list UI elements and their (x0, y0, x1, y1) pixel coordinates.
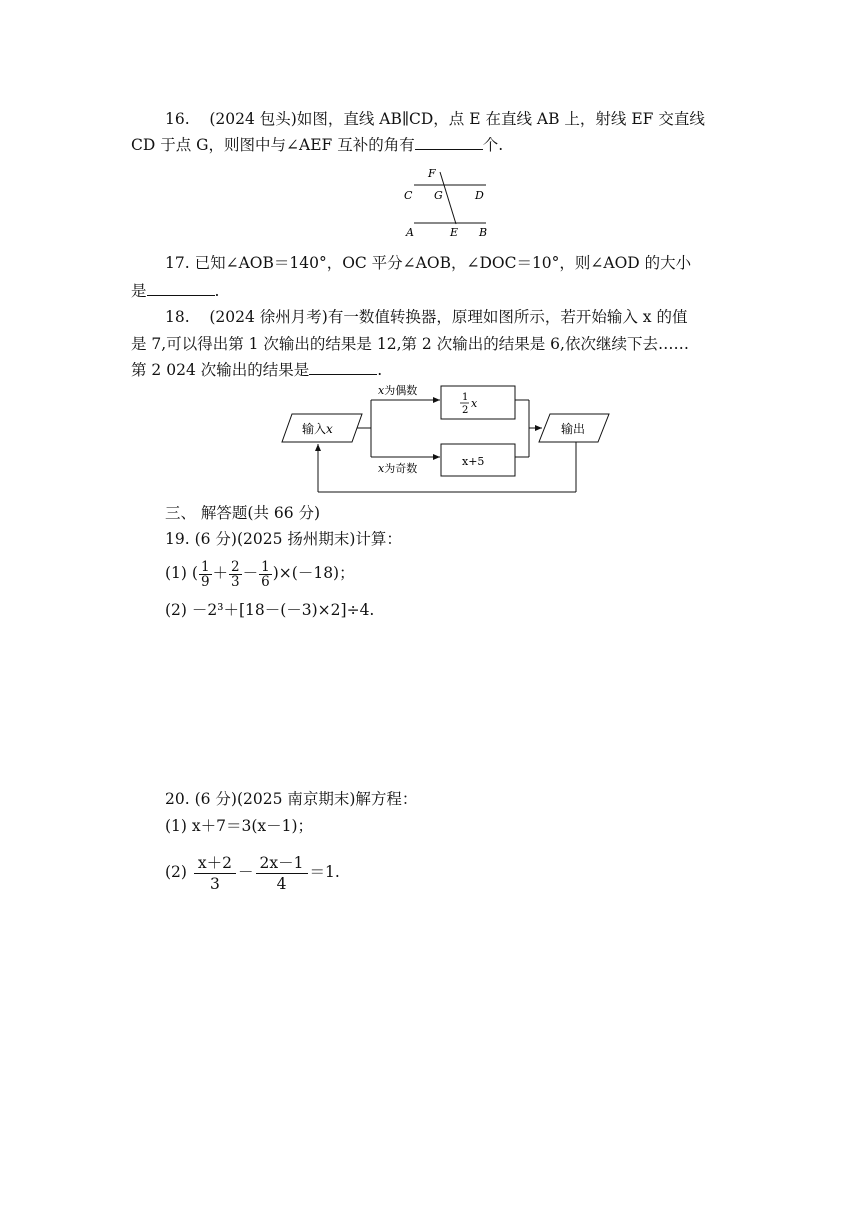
q16-answer-blank[interactable] (415, 135, 483, 150)
q19-part2: (2) －2³＋[18－(－3)×2]÷4. (165, 601, 375, 619)
q18-text1: (2024 徐州月考)有一数值转换器，原理如图所示，若开始输入 x 的值 (209, 308, 688, 326)
label-c: C (404, 189, 413, 202)
input-text: 输入x (302, 422, 333, 436)
label-a: A (406, 226, 414, 238)
q16-line2 (131, 132, 503, 158)
q19-header: 19. (6 分)(2025 扬州期末)计算： (165, 530, 402, 548)
q20-f1-den: 3 (210, 874, 220, 893)
q20-header: 20. (6 分)(2025 南京期末)解方程： (165, 790, 418, 808)
q19-fraction-3 (259, 560, 272, 589)
half-box (441, 386, 515, 419)
q19-f2-den: 3 (231, 573, 240, 590)
q19-plus: ＋ (212, 564, 229, 582)
q20-fraction-2 (256, 853, 308, 894)
q18-flowchart (270, 378, 615, 498)
half-denominator: 2 (462, 405, 469, 416)
label-d: D (475, 189, 484, 202)
q17-text2-end: . (214, 282, 220, 300)
q16-line1 (165, 106, 705, 132)
q17-text2: 是 (131, 282, 147, 300)
q20-f2-den: 4 (276, 874, 287, 893)
label-f: F (428, 167, 436, 180)
q20-p2-label: (2) (165, 863, 187, 881)
q19-f1-den: 9 (200, 573, 210, 590)
q17-line2 (131, 278, 219, 304)
q18-text3: 第 2 024 次输出的结果是 (131, 361, 310, 379)
q18-number: 18. (165, 308, 190, 326)
half-var: x (471, 397, 478, 410)
q19-part1 (165, 553, 355, 593)
label-b: B (479, 226, 488, 238)
q16-text2-end: 个. (482, 136, 504, 154)
q18-line2: 是 7,可以得出第 1 次输出的结果是 12,第 2 次输出的结果是 6,依次继续下去…… (131, 335, 689, 353)
q16-figure (400, 166, 500, 238)
q20-part2 (165, 850, 340, 894)
q20-f1-num: x＋2 (194, 853, 236, 874)
q20-part1: (1) x＋7＝3(x－1)； (165, 817, 314, 835)
q20-fraction-1 (194, 853, 236, 894)
q16-text2: CD 于点 G，则图中与∠AEF 互补的角有 (131, 136, 415, 154)
q17-line1: 17. 已知∠AOB＝140°，OC 平分∠AOB，∠DOC＝10°，则∠AOD 的大小 (165, 254, 692, 272)
q16-text1: (2024 包头)如图，直线 AB∥CD，点 E 在直线 AB 上，射线 EF 交直线 (209, 110, 705, 128)
section-3-title: 三、 解答题(共 66 分) (165, 504, 321, 522)
q19-p1-label: (1) ( (165, 564, 198, 582)
q19-f2-num: 2 (231, 558, 240, 575)
q17-answer-blank[interactable] (147, 281, 215, 296)
odd-label: x为奇数 (378, 462, 418, 475)
plus5-text: x+5 (462, 455, 485, 468)
q20-f2-num: 2x－1 (256, 853, 308, 874)
q19-fraction-1 (199, 560, 212, 589)
q19-fraction-2 (229, 560, 242, 589)
even-label: x为偶数 (378, 384, 418, 397)
q19-f3-den: 6 (261, 573, 270, 590)
half-numerator: 1 (462, 392, 469, 403)
q19-minus: － (242, 564, 259, 582)
q18-text3-end: . (377, 361, 383, 379)
q19-p1-tail: )×(－18)； (272, 564, 355, 582)
q19-f3-num: 1 (261, 558, 270, 575)
label-g: G (434, 189, 443, 202)
q20-minus: － (238, 863, 254, 881)
q19-f1-num: 1 (200, 558, 210, 575)
q18-answer-blank[interactable] (309, 360, 377, 375)
q18-line1 (165, 304, 687, 330)
output-text: 输出 (561, 422, 586, 436)
label-e: E (450, 226, 459, 238)
q20-p2-tail: ＝1. (309, 863, 340, 881)
q16-number: 16. (165, 110, 190, 128)
